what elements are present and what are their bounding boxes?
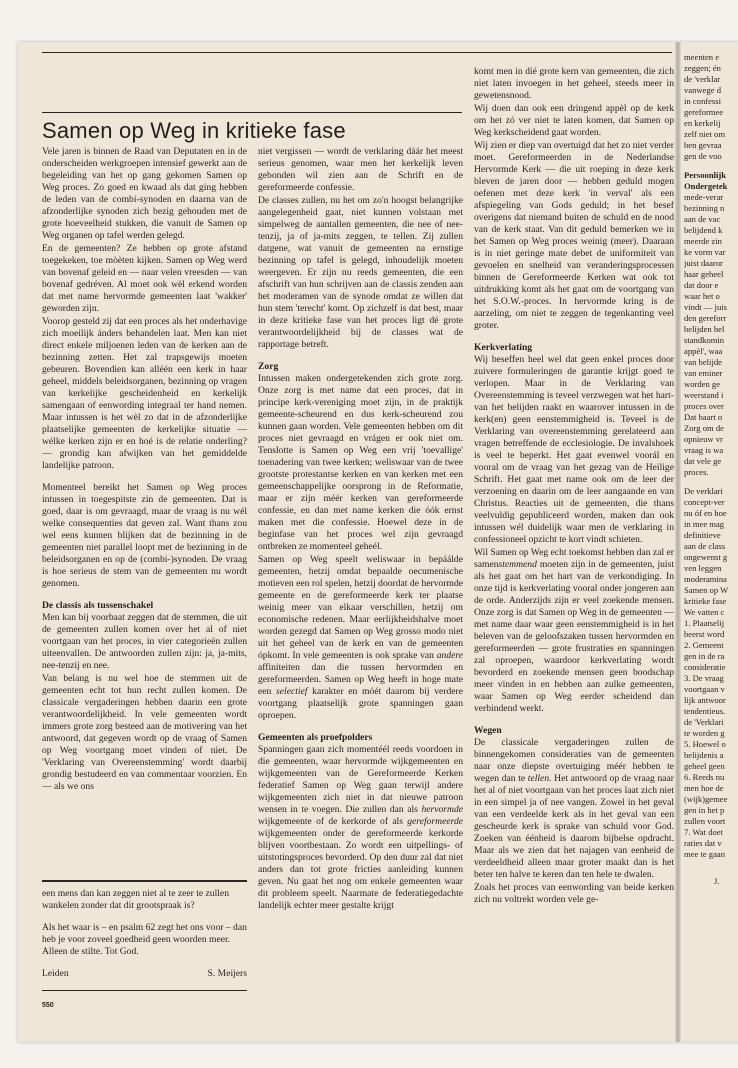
adjacent-line: ongewenst g xyxy=(684,552,728,562)
adjacent-line: proces over xyxy=(684,401,724,411)
adjacent-line: J. xyxy=(714,876,720,886)
adjacent-line: dat door e xyxy=(684,280,719,290)
paragraph: Voorop gesteld zij dat een proces als het onderhavige zich moeilijk ánders behandelen laat. Men kan niet direct enkele miljoenen leden van de kerken aan de bezinning zetten. Het zal trapsgewijs moeten gebeuren. Bovendien kan alléén een kerk in haar geheel, middels beleidsorganen, bezinning op vragen van kerkelijke gescheidenheid en kerkelijk samengaan of eenwording integraal ter hand nemen. Maar intussen is het wèl zo dat in de afzonderlijke plaatselijke gemeenten de kerkelijke situatie — wélke kerken zijn er en hoé is de relatie onderling? — grondig kan afwijken van het gemiddelde landelijke patroon. xyxy=(42,316,247,471)
adjacent-line: We vatten c xyxy=(684,607,725,617)
column-1 xyxy=(42,146,247,876)
paragraph: Vele jaren is binnen de Raad van Deputaten en in de onderscheiden werkgroepen intensief gewerkt aan de begeleiding van het op gang gekomen Samen op Weg proces. Zo goed en kwaad als dat ging hebben de leden van de combi-synoden en daarna van de afzonderlijke synoden zich bezig gehouden met de grote hoeveelheid stukken, die vanuit de Samen op Weg organen op tafel werden gelegd. xyxy=(42,146,247,241)
paragraph: Zoals het proces van eenwording van beide kerken zich nu voltrekt worden vele ge- xyxy=(474,882,674,905)
adjacent-line: de 'verklar xyxy=(684,74,721,84)
adjacent-line: mede-verar xyxy=(684,192,724,202)
text-run: karakter en móét daarom bij verdere voortgang plaatselijk grote spanningen gaan oproepen. xyxy=(258,686,463,721)
adjacent-line: de 'Verklari xyxy=(684,717,724,727)
paragraph: Wij zien er diep van overtuigd dat het zo niet verder moet. Gereformeerden in de Nederlandse Hervormde Kerk — die uit roeping in deze kerk bleven de jaren door — hebben geduld mogen oefenen met deze kerk 'in verval' als een afspiegeling van Gods geduld; in het besef overigens dat niemand buiten de schuld en de nood van de kerk staat. Van dit geduld bemerken we in het Samen op Weg proces weinig (meer). Daaraan is in niet geringe mate debet de uniformiteit van gevoelen en snelheid van veranderingsprocessen binnen de Gereformeerde Kerken wat ook tot uitdrukking komt als het gaat om de voortgang van het S.O.W.-proces. In hervormde kring is de aarzeling, om niet te zeggen de tegenkanting veel groter. xyxy=(474,140,674,331)
section-heading: Zorg xyxy=(258,361,279,372)
adjacent-line: dat vele ge xyxy=(684,456,722,466)
adjacent-line: 3. De vraag xyxy=(684,673,724,683)
paragraph: De classes zullen, nu het om zo'n hoogst belangrijke aangelegenheid gaat, niet kunnen volstaan met simpelweg de aantallen gemeenten, die nee of nee-tenzij, ja of ja-mits zeggen, te tellen. Zij zullen datgene, wat vanuit de gemeenten na ernstige bezinning op tafel is gelegd, inhoudelijk moeten weergeven. Er zijn nu reeds gemeenten, die een afschrift van hun schrijven aan de classis zenden aan het moderamen van de synode omdat ze willen dat hun stem 'terecht' komt. Op zichzelf is dat best, maar in deze kritieke fase van het proces ligt dé grote verantwoordelijkheid bij de classes wat de rapportage betreft. xyxy=(258,195,463,350)
adjacent-line: lijk antwoor xyxy=(684,695,726,705)
paragraph xyxy=(474,737,674,881)
adjacent-line: en kerkelij xyxy=(684,118,721,128)
text-run: moeten zijn in de gemeenten, juist als het gaat om het hart van de verkondiging. In onze tijd is kerkverlating vooral onder jongeren aan de orde. Anderzijds zijn er veel zoekende mensen. Onze zorg is dat Samen op Weg in de gemeenten — met name daar waar geen eenstemmigheid is in het beleven van de geloofszaken tussen hervormden en gereformeerden — grote frustraties en spanningen zal oproepen, waardoor kerkverlating wordt bevorderd en zoekende mensen geen boodschap meer vinden in en hebben aan zulke gemeenten, waar Samen op Weg eerder scheidend dan verbindend werkt. xyxy=(474,559,674,714)
closing-text-1: een mens dan kan zeggen niet al te zeer te zullen wankelen zonder dat dit grootspraak is? xyxy=(42,888,229,911)
text-run: affiniteiten dan die tussen hervormden en gereformeerden. Samen op Weg heeft in hoge mate een xyxy=(258,662,463,697)
page-number: 550 xyxy=(42,1002,54,1009)
emphasis: tellen. xyxy=(527,773,552,784)
adjacent-line: 6. Reeds nu xyxy=(684,772,725,782)
section-heading: Kerkverlating xyxy=(474,342,533,353)
adjacent-line: 5. Hoewel o xyxy=(684,739,726,749)
page-fold xyxy=(675,42,681,1042)
adjacent-line: in confessi xyxy=(684,96,721,106)
paragraph: niet vergissen — wordt de verklaring dáár het meest serieus genomen, waar men het kerkelijk leven gebonden wil zien aan de Schrift en de gereformeerde confessie. xyxy=(258,146,463,193)
paragraph: Wij doen dan ook een dringend appèl op de kerk om het zó ver niet te laten komen, dat Samen op Weg kerkscheidend gaat worden. xyxy=(474,103,674,138)
adjacent-line: De verklari xyxy=(684,486,723,496)
column-2 xyxy=(258,146,463,1014)
adjacent-line: zullen voort xyxy=(684,816,726,826)
adjacent-line: ben gevraa xyxy=(684,140,722,150)
adjacent-line: vanwege d xyxy=(684,85,721,95)
adjacent-line: kritieke fase xyxy=(684,596,727,606)
adjacent-line: gen in het p xyxy=(684,805,725,815)
adjacent-line: zelf niet om xyxy=(684,129,726,139)
emphasis: stemmend xyxy=(498,559,537,570)
adjacent-line: opnieuw vr xyxy=(684,434,723,444)
adjacent-line: gereformee xyxy=(684,107,724,117)
article-title: Samen op Weg in kritieke fase xyxy=(42,118,346,143)
paragraph xyxy=(474,547,674,715)
text-run: Het antwoord op de vraag naar het al of niet voortgaan van het proces laat zich niet in een simpel ja of nee vangen. Zowel in het geval van een verdeelde kerk als in het geval van een gescheurde kerk is sprake van schuld voor God. Zoeken van éénheid is daarom bijbelse opdracht. Maar als we zien dat het najagen van eenheid de verdeeldheid alleen maar groter maakt dan is het beter ten halve te keren dan ten hele te dwalen. xyxy=(474,773,674,880)
adjacent-line: waar het o xyxy=(684,291,720,301)
adjacent-line: ven leggen xyxy=(684,563,722,573)
text-run: wijkgemeente of de kerkorde of als xyxy=(258,816,403,827)
text-run: Samen op Weg speelt weliswaar in bepáálde gemeenten, hetzij omdat bepaalde oecumenische motieven een rol spelen, hetzij doordat de hervormde gemeente en de gereformeerde kerk ter plaatse weinig meer van elkaar verschillen, hetzij om economische redenen. Maar eerlijkheidshalve moet worden gezegd dat Samen op Weg grosso modo niet uit het geheel van de kerk en van de gemeenten ópkomt. In vele gemeenten is ook sprake van xyxy=(258,554,463,661)
adjacent-line: bezinning n xyxy=(684,203,725,213)
adjacent-line: belijdenis a xyxy=(684,750,724,760)
text-run: Spanningen gaan zich momentéél reeds voordoen in die gemeenten, waar hervormde wijkgemeenten en wijkgemeenten van de Gereformeerde Kerken federatief Samen op Weg gaan terwijl andere wijkgemeenten zich niet in dat nieuwe patroon wensen in te voegen. Die zullen dan als xyxy=(258,744,463,815)
text-run: wijkgemeenten onder de gereformeerde kerkorde blijven voortbestaan. Zo wordt een uitpellings- of uitstotingsproces bevorderd. Op den duur zal dat niet anders dan tot grote fricties aanleiding kunnen geven. Nu gaat het nog om enkele gemeenten waar dit probleem speelt. Naarmate de federatiegedachte landelijk echter meer gestalte krijgt xyxy=(258,828,463,911)
text-run: Wil Samen op Weg echt toekomst hebben dan zal er samen xyxy=(474,547,674,570)
adjacent-line: moderamina xyxy=(684,574,727,584)
paragraph xyxy=(258,744,463,912)
emphasis: andere xyxy=(436,650,463,661)
adjacent-line: raties dat v xyxy=(684,838,722,848)
adjacent-line: weerstand i xyxy=(684,390,724,400)
column-3 xyxy=(474,66,674,1014)
emphasis: selectief xyxy=(276,686,308,697)
paragraph: Wij beseffen heel wel dat geen enkel proces door zuivere formuleringen de garantie krijgt goed te verlopen. Maar in de Verklaring van Overeenstemming is teveel verzwegen wat het hart-van het belijden raakt en waarover intussen in de kerk(en) geen eenstemmigheid is. Teveel is de Verklaring van overeenstemming gerelateerd aan vragen betreffende de ecclesiologie. De invalshoek is veel te beperkt. Het gaat evenwel voorál en vooral om de vraag van het gezag van de Heilige Schrift. Het gaat met name ook om de leer der verzoening en daarin om de leer aangaande en van Christus. Reacties uit de gemeenten, die thans veelvuldig gepubliceerd worden, maken dan ook intussen wél duidelijk waar men de verklaring in confessioneel opzicht te kort vindt schieten. xyxy=(474,354,674,545)
adjacent-line: appèl', waa xyxy=(684,346,723,356)
adjacent-line: ke vorm var xyxy=(684,247,726,257)
adjacent-article-column xyxy=(684,52,738,932)
adjacent-line: van eminer xyxy=(684,368,723,378)
adjacent-line: Zorg om de xyxy=(684,423,724,433)
adjacent-line: meenten e xyxy=(684,52,720,62)
signature-line xyxy=(42,968,247,979)
adjacent-line: belijden hel xyxy=(684,324,725,334)
adjacent-line: meerde zin xyxy=(684,236,722,246)
adjacent-line: voortgaan v xyxy=(684,684,725,694)
adjacent-line: mee te gaan xyxy=(684,849,726,859)
author: S. Meijers xyxy=(207,968,247,979)
adjacent-line: beerst word xyxy=(684,629,725,639)
adjacent-line: Samen op W xyxy=(684,585,729,595)
paragraph: Van belang is nu wel hoe de stemmen uit de gemeenten echt tot hun recht zullen komen. De classicale vergaderingen hebben daarin een grote verantwoordelijkheid. In vele gemeenten wordt immers grote zorg besteed aan de motivering van het antwoord, dat gegeven wordt op de vraag of Samen op Weg voortgang moet vinden of niet. De 'Verklaring van Overeenstemming' wordt daarbij grondig bestudeerd en van commentaar voorzien. En — als we ons xyxy=(42,673,247,792)
adjacent-line: (wijk)gemee xyxy=(684,794,728,804)
adjacent-line: standkomin xyxy=(684,335,725,345)
adjacent-line: worden ge xyxy=(684,379,721,389)
adjacent-line: vindt — juis xyxy=(684,302,727,312)
top-rule xyxy=(42,52,672,53)
adjacent-line: Dat baart o xyxy=(684,412,723,422)
closing-text-2: Als het waar is – en psalm 62 zegt het ons voor – dan heb je voor zoveel goedheid geen woorden meer. Alleen de stilte. Tot God. xyxy=(42,922,247,957)
emphasis: gereformeerde xyxy=(407,816,463,827)
adjacent-line: den gereforr xyxy=(684,313,727,323)
paragraph: komt men in díé grote kern van gemeenten, die zich niet laten invoegen in het geheel, steeds meer in gewetensnood. xyxy=(474,66,674,101)
paragraph: Men kan bij voorbaat zeggen dat de stemmen, die uit de gemeenten zullen komen over het al of niet voortgaan van het proces, in vier categorieën zullen uiteenvallen. De antwoorden zullen zijn: ja, ja-mits, nee-tenzij en nee. xyxy=(42,612,247,671)
adjacent-line: aan de class xyxy=(684,541,726,551)
adjacent-line: Ondergetek xyxy=(684,181,728,191)
adjacent-line: nu óf en hoe xyxy=(684,508,727,518)
adjacent-line: vraag is wa xyxy=(684,445,724,455)
bottom-rule xyxy=(42,990,247,991)
paragraph: Intussen maken ondergetekenden zich grote zorg. Onze zorg is met name dat een proces, dat in principe kerk-vereniging moet zijn, in de praktijk gemeente-scheurend en dus kerk-scheurend zou kunnen gaan worden. Vele gemeenten hebben om dit proces niet gevraagd en vrágen er ook niet om. Tenslotte is Samen op Weg een vrij 'toevallige' toenadering van twee kerken; weliswaar van de twee grootste protestantse kerken en van kerken met een gemeenschappelijke oorsprong in de Reformatie, maar er zijn méér kerken van gereformeerde confessie, en dan met name kerken die óók ernst maken met die confessie. Hoewel deze in de beginfase van het proces wel zijn gevraagd ontbreken ze momenteel geheél. xyxy=(258,373,463,552)
adjacent-line: 1. Plaatselij xyxy=(684,618,725,628)
place: Leiden xyxy=(42,968,69,979)
paragraph: En de gemeenten? Ze hebben op grote afstand toegekeken, toe mòèten kijken. Samen op Weg werd van bovenaf geleid en — naar velen vreesden — van bovenaf gedréven. Al moet ook wèl erkend worden dat met name hervormde gemeenten laat 'wakker' geworden zijn. xyxy=(42,243,247,314)
adjacent-line: tendentieus. xyxy=(684,706,726,716)
adjacent-line: gen in de ra xyxy=(684,651,725,661)
divider-rule xyxy=(42,880,247,882)
adjacent-line: consideratie xyxy=(684,662,726,672)
adjacent-line: geheel geen xyxy=(684,761,725,771)
adjacent-line: van belijde xyxy=(684,357,722,367)
paragraph: Momenteel bereikt het Samen op Weg proces intussen in toegespitste zin de gemeenten. Dat is goed, daar is om gevraagd, maar de vraag is nu wél welke consequenties dat geven zal. Want thans zou wel eens kunnen blijken dat de bezinning in de gemeenten niet parallel loopt met de bezinning in de beleidsorganen en op de (combi-)synoden. De vraag is hoe serieus de stem van de gemeenten nu wordt genomen. xyxy=(42,482,247,589)
text-run: De classicale vergaderingen zullen de binnengekomen consideraties van de gemeenten naar onze diepste overtuiging méér hebben te wegen dan te xyxy=(474,737,674,784)
section-heading: Wegen xyxy=(474,725,502,736)
adjacent-line: aan de vac xyxy=(684,214,721,224)
adjacent-line: juist daaror xyxy=(684,258,723,268)
adjacent-line: in mee mag xyxy=(684,519,725,529)
adjacent-line: te worden g xyxy=(684,728,725,738)
adjacent-line: gen de voo xyxy=(684,151,722,161)
emphasis: hervormde xyxy=(421,804,463,815)
closing-box xyxy=(42,888,247,968)
adjacent-line: concept-ver xyxy=(684,497,725,507)
section-heading: De classis als tussenschakel xyxy=(42,600,154,611)
adjacent-line: zeggen; én xyxy=(684,63,721,73)
section-heading: Gemeenten als proefpolders xyxy=(258,732,373,743)
adjacent-line: definitieve xyxy=(684,530,721,540)
adjacent-line: Persoonlijk xyxy=(684,170,727,180)
adjacent-line: men hoe de xyxy=(684,783,724,793)
adjacent-line: 2. Gemeent xyxy=(684,640,724,650)
adjacent-line: haar geheel xyxy=(684,269,724,279)
paragraph xyxy=(258,554,463,722)
adjacent-line: 7. Wat doet xyxy=(684,827,724,837)
title-rule xyxy=(42,112,462,113)
adjacent-line: proces. xyxy=(684,467,709,477)
adjacent-line: belijdend k xyxy=(684,225,723,235)
